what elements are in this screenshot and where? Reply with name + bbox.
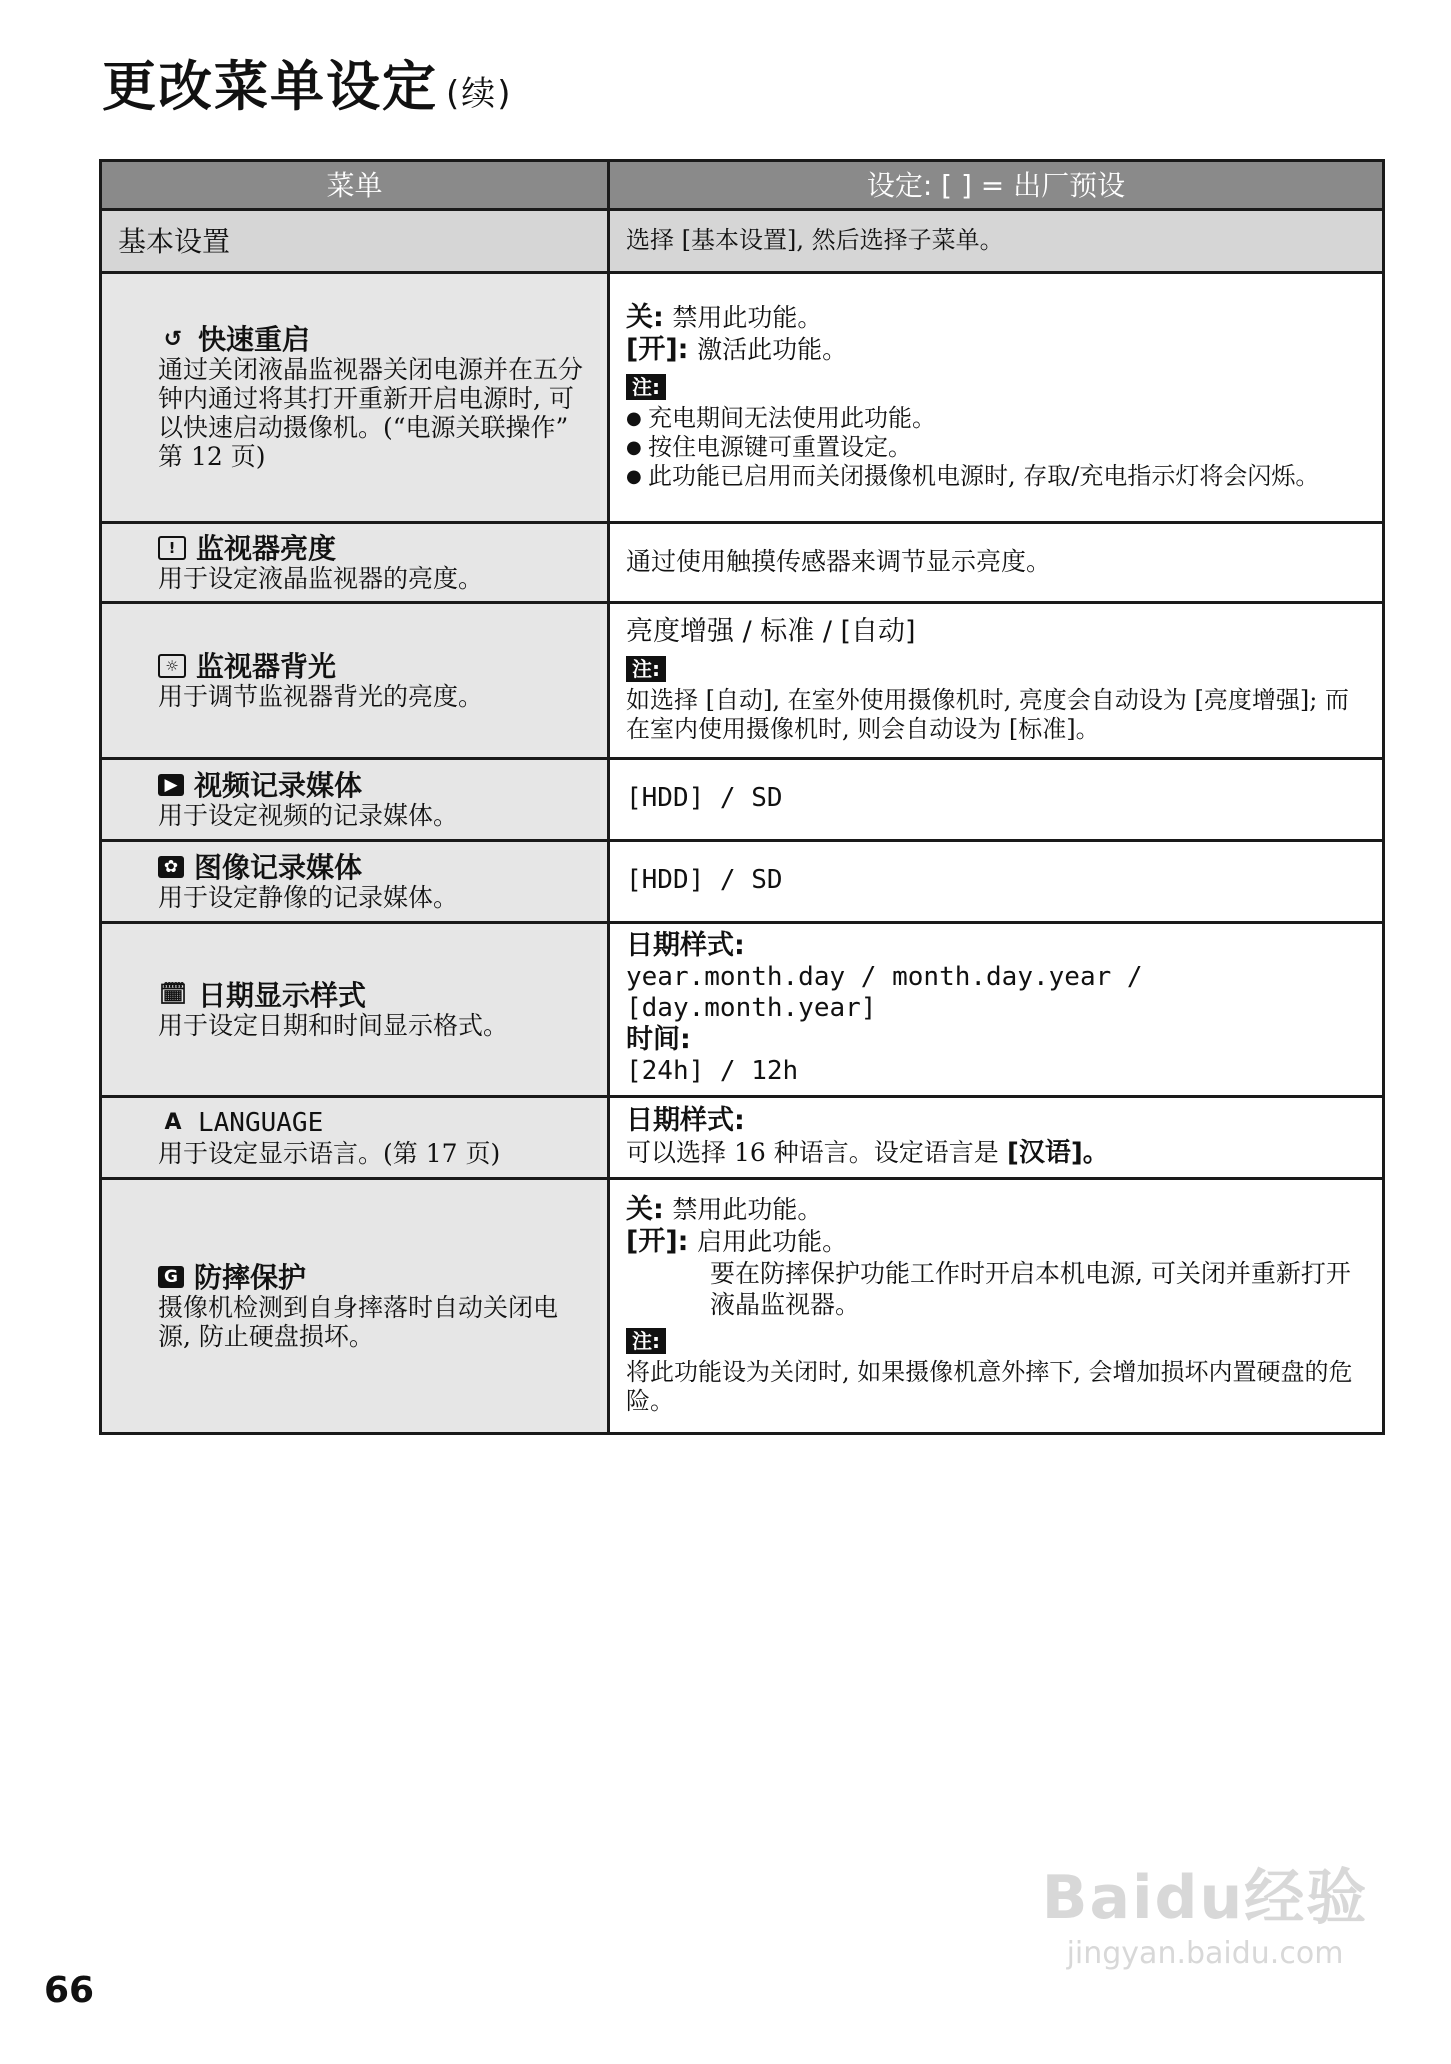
note-badge: 注: — [626, 374, 666, 400]
table-row — [101, 523, 1384, 603]
note-badge: 注: — [626, 1328, 666, 1354]
option-value: 禁用此功能。 — [672, 303, 823, 332]
table-row — [101, 1097, 1384, 1179]
menu-cell — [101, 923, 609, 1097]
header-menu: 菜单 — [101, 161, 609, 210]
option-value: 禁用此功能。 — [672, 1195, 823, 1224]
item-head — [158, 651, 587, 682]
item-head — [158, 852, 587, 883]
item-head — [158, 324, 587, 355]
header-setting: 设定: [ ] = 出厂预设 — [609, 161, 1384, 210]
monitor-brightness-icon: ! — [158, 536, 186, 560]
option-value: 激活此功能。 — [697, 335, 848, 364]
page-number: 66 — [44, 1970, 95, 2011]
option-label: 时间: — [626, 1024, 691, 1055]
item-name: 快速重启 — [198, 323, 311, 356]
option-value: 启用此功能。 — [697, 1227, 848, 1256]
section-menu: 基本设置 — [101, 210, 609, 273]
item-desc: 用于设定静像的记录媒体。 — [158, 882, 459, 912]
setting-cell — [609, 603, 1384, 759]
item-name: 图像记录媒体 — [194, 850, 363, 884]
table-row — [101, 923, 1384, 1097]
menu-cell — [101, 1179, 609, 1434]
page-title-suffix: (续) — [446, 74, 513, 114]
note-text: 将此功能设为关闭时, 如果摄像机意外摔下, 会增加损坏内置硬盘的危险。 — [626, 1358, 1353, 1415]
item-head — [158, 533, 587, 564]
note-item: ● 此功能已启用而关闭摄像机电源时, 存取/充电指示灯将会闪烁。 — [626, 462, 1366, 491]
item-name: 视频记录媒体 — [194, 768, 363, 802]
setting-cell — [609, 1097, 1384, 1179]
watermark-url: jingyan.baidu.com — [1066, 1936, 1344, 1971]
item-head — [158, 1262, 587, 1293]
menu-cell — [101, 841, 609, 923]
option-label: 日期样式: — [626, 1104, 745, 1136]
option-list: [HDD] / SD — [626, 865, 783, 895]
item-desc: 用于设定液晶监视器的亮度。 — [158, 563, 484, 593]
watermark — [1040, 1850, 1370, 2010]
menu-cell — [101, 273, 609, 523]
image-media-icon: ✿ — [158, 856, 184, 878]
option-list: 亮度增强 / 标准 / [自动] — [626, 615, 916, 647]
menu-cell — [101, 603, 609, 759]
item-desc: 摄像机检测到自身摔落时自动关闭电源, 防止硬盘损坏。 — [158, 1292, 559, 1351]
section-setting: 选择 [基本设置], 然后选择子菜单。 — [609, 210, 1384, 273]
option-list: [HDD] / SD — [626, 783, 783, 813]
menu-cell — [101, 523, 609, 603]
item-name: LANGUAGE — [198, 1107, 324, 1138]
setting-cell — [609, 1179, 1384, 1434]
item-head — [158, 1108, 587, 1139]
table-row — [101, 1179, 1384, 1434]
watermark-logo: Baidu经验 — [1041, 1863, 1369, 1933]
option-default: [汉语]。 — [1006, 1137, 1109, 1168]
item-head — [158, 770, 587, 801]
menu-cell — [101, 1097, 609, 1179]
quick-restart-icon: ↺ — [163, 326, 183, 352]
item-head — [158, 980, 587, 1011]
option-key: 关: — [626, 1194, 664, 1225]
option-key: 关: — [626, 302, 664, 333]
note-item: ● 充电期间无法使用此功能。 — [626, 404, 1366, 433]
note-item: ● 按住电源键可重置设定。 — [626, 433, 1366, 462]
page-title — [102, 44, 513, 121]
table-row — [101, 759, 1384, 841]
menu-cell — [101, 759, 609, 841]
setting-cell — [609, 923, 1384, 1097]
item-desc: 用于设定日期和时间显示格式。 — [158, 1010, 509, 1040]
setting-cell — [609, 841, 1384, 923]
item-desc: 用于调节监视器背光的亮度。 — [158, 681, 484, 711]
table-row — [101, 841, 1384, 923]
table-row — [101, 603, 1384, 759]
page-title-main: 更改菜单设定 — [102, 55, 438, 118]
drop-guard-icon: G — [158, 1266, 184, 1288]
option-value: year.month.day / month.day.year / [day.month.year] — [626, 962, 1143, 1023]
setting-cell — [609, 759, 1384, 841]
item-name: 监视器背光 — [196, 649, 337, 683]
item-name: 日期显示样式 — [198, 978, 367, 1012]
settings-table — [99, 159, 1385, 1435]
video-media-icon: ▶ — [158, 774, 184, 796]
item-name: 防摔保护 — [194, 1260, 307, 1294]
item-desc: 用于设定显示语言。(第 17 页) — [158, 1138, 501, 1168]
item-desc: 用于设定视频的记录媒体。 — [158, 800, 459, 830]
note-text: 如选择 [自动], 在室外使用摄像机时, 亮度会自动设为 [亮度增强]; 而在室内使用摄像机时, 则会自动设为 [标准]。 — [626, 685, 1349, 743]
table-row — [101, 273, 1384, 523]
note-badge: 注: — [626, 656, 666, 682]
option-value: 可以选择 16 种语言。设定语言是 — [626, 1137, 999, 1167]
setting-cell — [609, 273, 1384, 523]
option-label: 日期样式: — [626, 930, 745, 961]
note-list — [626, 404, 1366, 491]
option-key: [开]: — [626, 334, 689, 365]
table-header — [101, 161, 1384, 210]
option-key: [开]: — [626, 1226, 689, 1257]
item-name: 监视器亮度 — [196, 531, 337, 565]
option-value: [24h] / 12h — [626, 1056, 799, 1086]
language-icon: A — [164, 1110, 182, 1135]
item-desc: 通过关闭液晶监视器关闭电源并在五分钟内通过将其打开重新开启电源时, 可以快速启动摄像机。(“电源关联操作” 第 12 页) — [158, 355, 584, 471]
option-detail: 要在防摔保护功能工作时开启本机电源, 可关闭并重新打开液晶监视器。 — [710, 1259, 1351, 1319]
date-style-icon: 🗓 — [159, 982, 187, 1007]
section-row-basic — [101, 210, 1384, 273]
setting-cell: 通过使用触摸传感器来调节显示亮度。 — [609, 523, 1384, 603]
monitor-backlight-icon: ☼ — [158, 654, 186, 678]
